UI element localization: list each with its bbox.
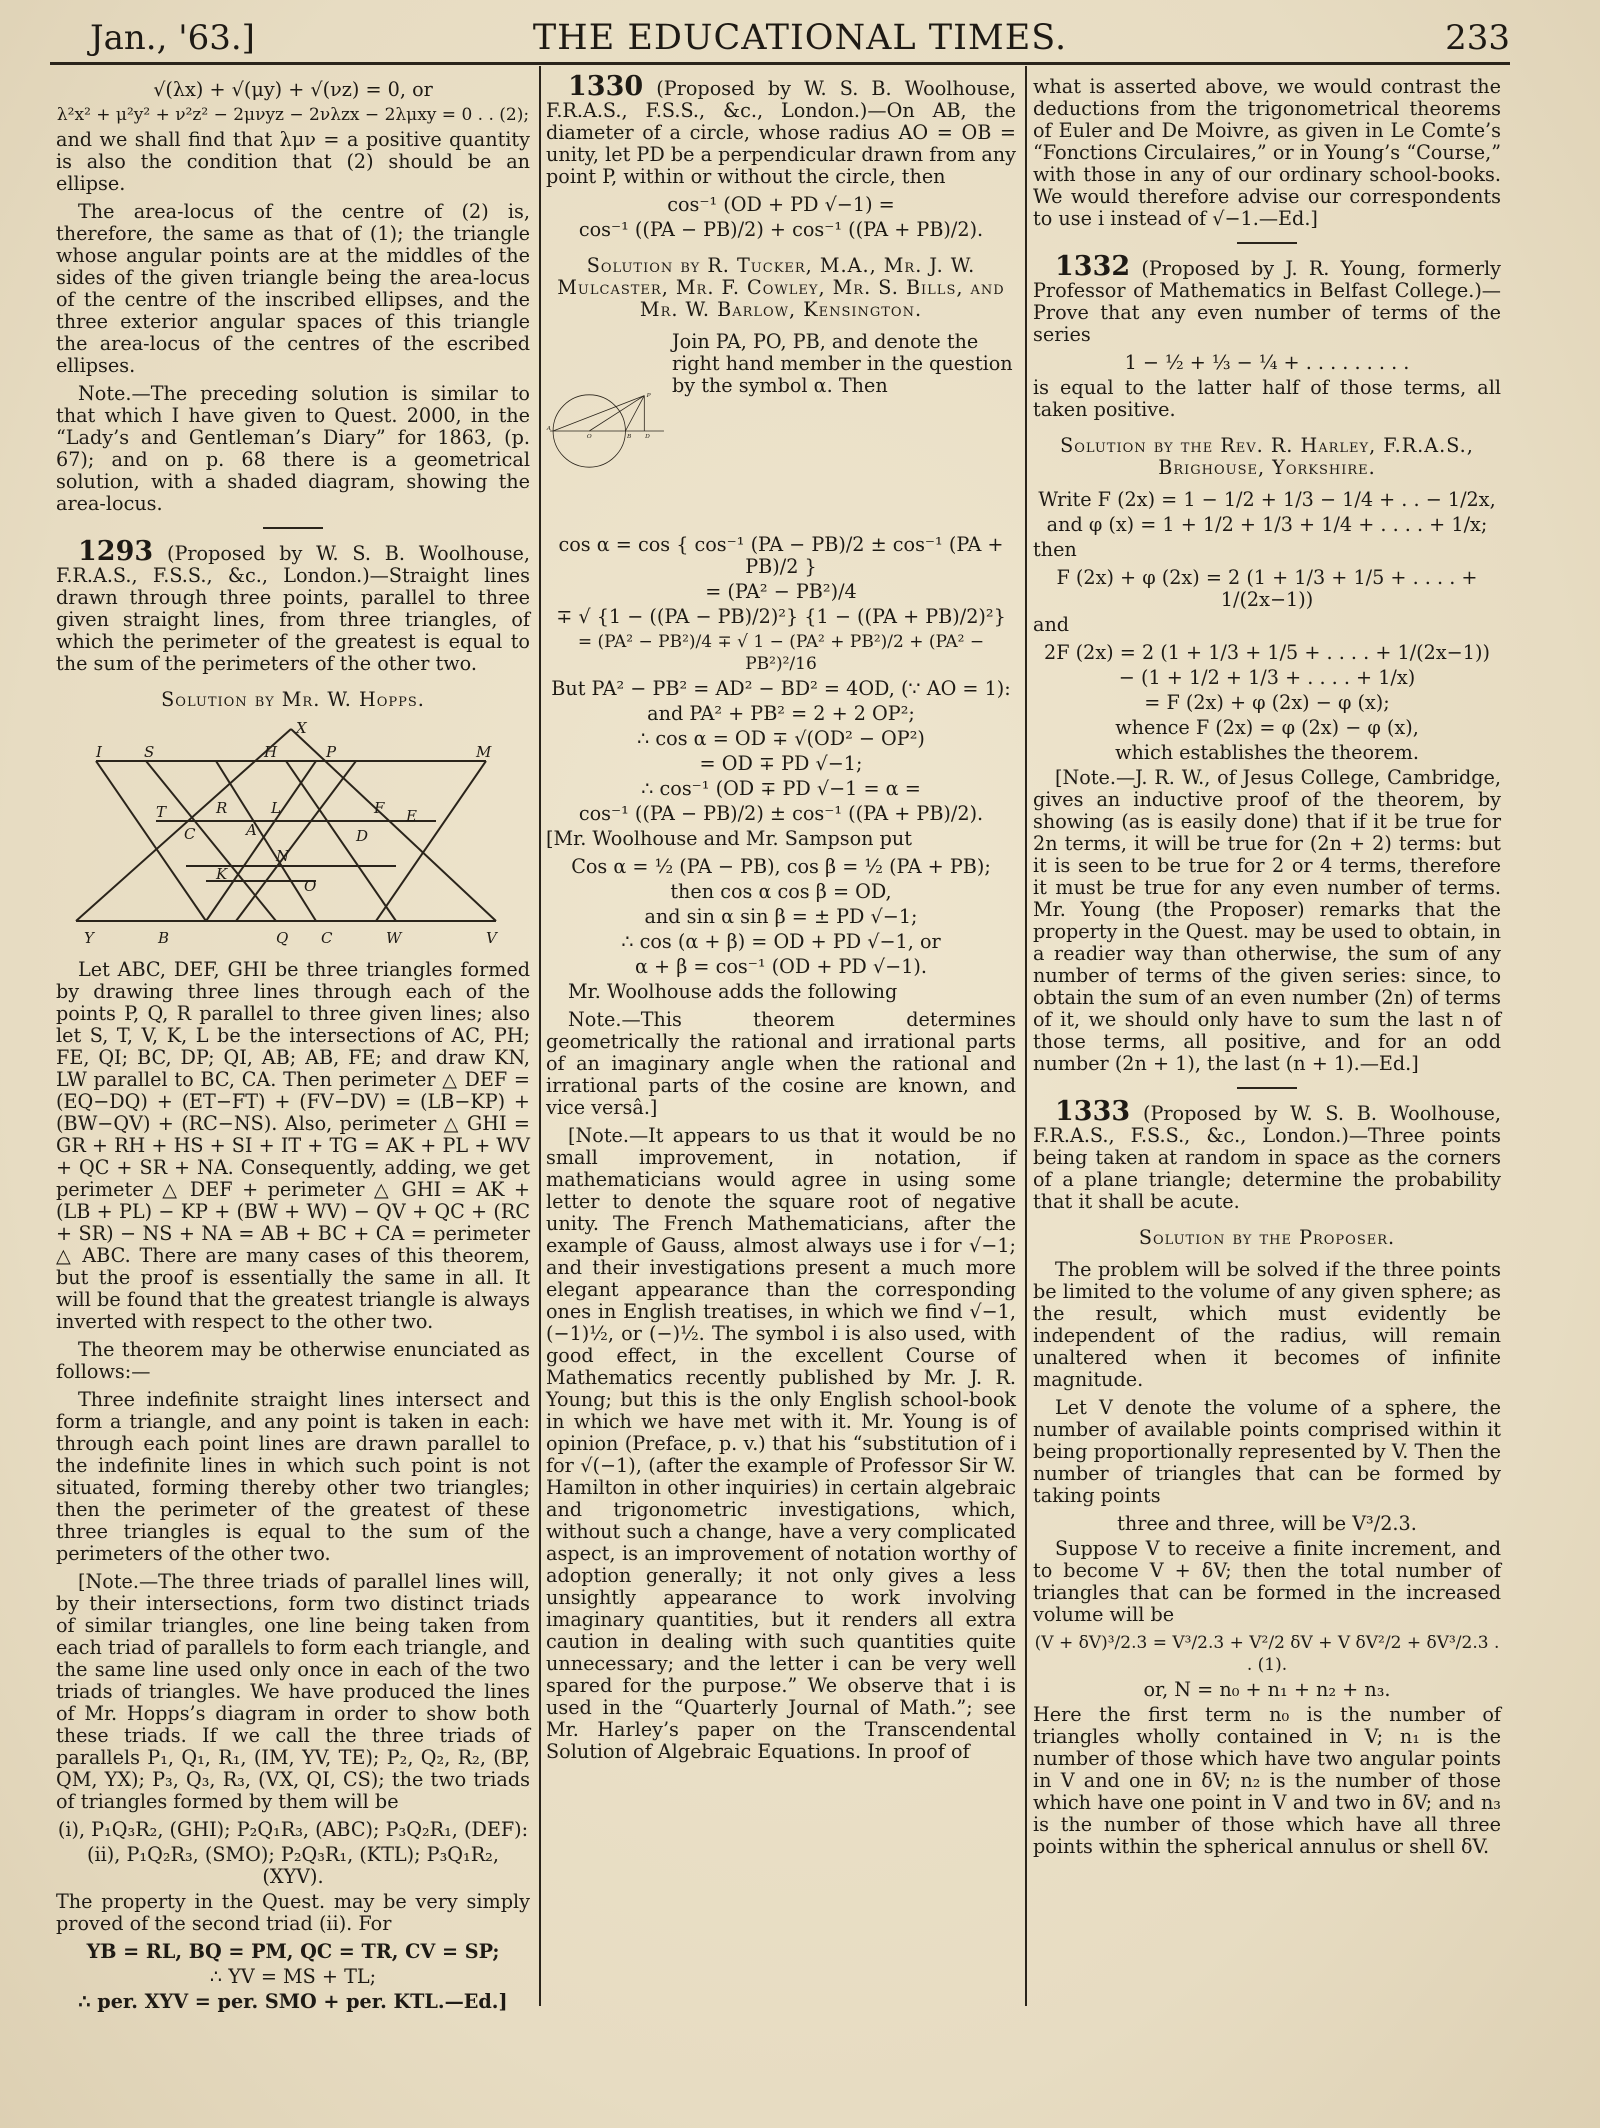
paragraph: Three indefinite straight lines intersect and form a triangle, and any point is taken in each: through each point lines are drawn parallel to the indefinite lines in which such point is not situated, forming thereby other two triangles; then the perimeter of the greatest of these three triangles is equal to the sum of the perimeters of the other two.: [56, 1388, 530, 1565]
question-number: 1330: [568, 71, 644, 102]
equation: ∴ per. XYV = per. SMO + per. KTL.—Ed.]: [78, 1990, 508, 2013]
equation: YB = RL, BQ = PM, QC = TR, CV = SP;: [86, 1940, 500, 1963]
fig-label: Q: [276, 929, 289, 947]
equation: But PA² − PB² = AD² − BD² = 4OD, (∵ AO = 1):: [551, 677, 1011, 700]
paragraph: what is asserted above, we would contrast the deductions from the trigonometrical theorems of Euler and De Moivre, as given in Le Comte’s “Fonctions Circulaires,” or in Young’s “Course,” with those in any of our ordinary school-books. We would therefore advise our correspondents to use i instead of √−1.—Ed.]: [1033, 75, 1501, 230]
equation: = (PA² − PB²)/4 ∓ √ 1 − (PA² + PB²)/2 + (PA² − PB²)²/16: [577, 632, 985, 674]
column-2: [546, 71, 1016, 1769]
equation: and PA² + PB² = 2 + 2 OP²;: [647, 702, 915, 725]
fig-label: A: [546, 426, 552, 433]
equation: 2F (2x) = 2 (1 + 1/3 + 1/5 + . . . . + 1/(2x−1)): [1044, 641, 1490, 664]
question-number: 1332: [1055, 251, 1131, 282]
header-title: THE EDUCATIONAL TIMES.: [532, 18, 1068, 58]
paragraph: [Note.—It appears to us that it would be no small improvement, in notation, if mathematicians would agree in using some letter to denote the square root of negative unity. The French Mathematicians, after the example of Gauss, almost always use i for √−1; and their investigations present a much more elegant appearance than the corresponding ones in English treatises, in which we find √−1, (−1)½, or (−)½. The symbol i is also used, with good effect, in the excellent Course of Mathematics recently published by Mr. J. R. Young; but this is the only English school-book in which we have met with it. Mr. Young is of opinion (Preface, p. v.) that his “substitution of i for √(−1), (after the example of Professor Sir W. Hamilton in other inquiries) in certain algebraic and trigonometric investigations, which, without such a change, have a very complicated aspect, is an improvement of notation worthy of adoption generally; it not only gives a less unsightly appearance to work involving imaginary quantities, but it renders all extra caution in dealing with such quantities quite unnecessary; and the letter i can be very well spared for the purpose.” We observe that i is used in the “Quarterly Journal of Math.”; see Mr. Harley’s paper on the Transcendental Solution of Algebraic Equations. In proof of: [546, 1124, 1016, 1763]
equation: cos⁻¹ (OD + PD √−1) =: [667, 193, 895, 216]
equation: cos α = cos { cos⁻¹ (PA − PB)/2 ± cos⁻¹ (PA + PB)/2 }: [558, 533, 1004, 578]
fig-label: B: [158, 929, 170, 947]
paragraph: The problem will be solved if the three points be limited to the volume of any given sphere; as the result, which must evidently be independent of the radius, will remain unaltered when it becomes of infinite magnitude.: [1033, 1258, 1501, 1391]
equation: = (PA² − PB²)/4: [705, 580, 857, 603]
equation: (i), P₁Q₃R₂, (GHI); P₂Q₁R₃, (ABC); P₃Q₂R₁, (DEF):: [57, 1818, 529, 1841]
page-header: [90, 18, 1510, 68]
equation: which establishes the theorem.: [1115, 741, 1419, 764]
equation: Write F (2x) = 1 − 1/2 + 1/3 − 1/4 + . . − 1/2x,: [1038, 488, 1496, 511]
equation: √(λx) + √(μy) + √(νz) = 0, or: [153, 78, 433, 101]
paragraph: Note.—The preceding solution is similar to that which I have given to Quest. 2000, in the “Lady’s and Gentleman’s Diary” for 1863, (p. 67); and on p. 68 there is a geometrical solution, with a shaded diagram, showing the area-locus.: [56, 382, 530, 515]
equation: (ii), P₁Q₂R₃, (SMO); P₂Q₃R₁, (KTL); P₃Q₁R₂, (XYV).: [87, 1843, 499, 1888]
fig-label: V: [486, 929, 497, 947]
fig-label: K: [216, 865, 228, 883]
fig-label: N: [276, 847, 290, 865]
column-1: [56, 76, 530, 2016]
solution-heading: Solution by the Proposer.: [1138, 1226, 1396, 1249]
separator: [1237, 1087, 1297, 1089]
equation: and sin α sin β = ± PD √−1;: [644, 905, 918, 928]
paragraph: Here the first term n₀ is the number of triangles wholly contained in V; n₁ is the number of those which have two angular points in V and one in δV; n₂ is the number of those which have one point in V and two in δV; and n₃ is the number of those which have all three points within the spherical annulus or shell δV.: [1033, 1703, 1501, 1858]
header-date: Jan., '63.]: [90, 18, 255, 58]
equation: or, N = n₀ + n₁ + n₂ + n₃.: [1143, 1678, 1391, 1701]
circle-figure-block: [546, 331, 1016, 531]
column-3: [1033, 76, 1501, 1864]
equation: (V + δV)³/2.3 = V³/2.3 + V²/2 δV + V δV²/2 + δV³/2.3 . . (1).: [1034, 1633, 1500, 1675]
fig-label: Y: [84, 929, 94, 947]
fig-label: O: [586, 434, 592, 441]
header-rule: [50, 62, 1510, 65]
question-text: (Proposed by W. S. B. Woolhouse, F.R.A.S., F.S.S., &c., London.)—Straight lines drawn through three points, parallel to three given straight lines, from three triangles, of which the perimeter of the greatest is equal to the sum of the perimeters of the other two.: [56, 542, 530, 675]
fig-label: W: [386, 929, 402, 947]
paragraph: The theorem may be otherwise enunciated as follows:—: [56, 1338, 530, 1383]
fig-label: O: [304, 877, 317, 895]
fig-label: X: [296, 721, 307, 737]
equation: α + β = cos⁻¹ (OD + PD √−1).: [634, 955, 928, 978]
fig-label: P: [646, 393, 651, 400]
paragraph: The property in the Quest. may be very simply proved of the second triad (ii). For: [56, 1890, 530, 1935]
equation: F (2x) + φ (2x) = 2 (1 + 1/3 + 1/5 + . . . . + 1/(2x−1)): [1056, 566, 1478, 611]
equation: 1 − ½ + ⅓ − ¼ + . . . . . . . . .: [1124, 351, 1410, 374]
header-page-number: 233: [1445, 18, 1510, 58]
paragraph: Let V denote the volume of a sphere, the number of available points comprised within it being proportionally represented by V. Then the number of triangles that can be formed by taking points: [1033, 1396, 1501, 1507]
equation: λ²x² + μ²y² + ν²z² − 2μνyz − 2νλzx − 2λμxy = 0 . . (2);: [56, 105, 530, 125]
column-rule-2: [1025, 66, 1027, 2006]
fig-label: A: [246, 821, 257, 839]
paragraph: [Mr. Woolhouse and Mr. Sampson put: [546, 827, 912, 850]
solution-heading: Solution by Mr. W. Hopps.: [161, 688, 425, 711]
equation: Cos α = ½ (PA − PB), cos β = ½ (PA + PB);: [571, 855, 991, 878]
equation: cos⁻¹ ((PA − PB)/2) ± cos⁻¹ ((PA + PB)/2).: [578, 802, 984, 825]
paragraph: Note.—This theorem determines geometrically the rational and irrational parts of an imaginary angle when the rational and irrational parts of the cosine are known, and vice versâ.]: [546, 1008, 1016, 1119]
paragraph: Let ABC, DEF, GHI be three triangles formed by drawing three lines through each of the points P, Q, R parallel to three given lines; also let S, T, V, K, L be the intersections of AC, PH; FE, QI; BC, DP; QI, AB; AB, FE; and draw KN, LW parallel to BC, CA. Then perimeter △ DEF = (EQ−DQ) + (ET−FT) + (FV−DV) = (LB−KP) + (BW−QV) + (RC−NS). Also, perimeter △ GHI = GR + RH + HS + SI + IT + TG = AK + PL + WV + QC + SR + NA. Consequently, adding, we get perimeter △ DEF + perimeter △ GHI = AK + (LB + PL) − KP + (BW + WV) − QV + QC + (RC + SR) − NS + NA = AB + BC + CA = perimeter △ ABC. There are many cases of this theorem, but the proof is essentially the same in all. It will be found that the greatest triangle is always inverted with respect to the other two.: [56, 958, 530, 1333]
equation: three and three, will be V³/2.3.: [1117, 1512, 1417, 1535]
fig-label: S: [144, 743, 155, 761]
equation: ∴ YV = MS + TL;: [209, 1965, 377, 1988]
fig-label: I: [96, 743, 102, 761]
fig-label: C: [184, 825, 196, 843]
circle-diagram: [546, 331, 664, 531]
fig-label: B: [627, 434, 632, 441]
separator: [263, 527, 323, 529]
paragraph: and: [1033, 613, 1070, 636]
paragraph: [Note.—The three triads of parallel lines will, by their intersections, form two distinct triads of similar triangles, one line being taken from each triad of parallels to form each triangle, and the same line used only once in each of the two triads of triangles. We have produced the lines of Mr. Hopps’s diagram in order to show both these triads. If we call the three triads of parallels P₁, Q₁, R₁, (IM, YV, TE); P₂, Q₂, R₂, (BP, QM, YX); P₃, Q₃, R₃, (VX, QI, CS); the two triads of triangles formed by them will be: [56, 1570, 530, 1813]
fig-label: D: [356, 827, 369, 845]
fig-label: R: [216, 799, 228, 817]
equation: whence F (2x) = φ (2x) − φ (x),: [1115, 716, 1419, 739]
equation: and φ (x) = 1 + 1/2 + 1/3 + 1/4 + . . . . + 1/x;: [1046, 513, 1488, 536]
paragraph: Suppose V to receive a finite increment, and to become V + δV; then the total number of triangles that can be formed in the increased volume will be: [1033, 1537, 1501, 1626]
solution-heading: Solution by the Rev. R. Harley, F.R.A.S., Brighouse, Yorkshire.: [1060, 434, 1474, 479]
equation: = OD ∓ PD √−1;: [699, 752, 863, 775]
column-rule-1: [539, 66, 541, 2006]
fig-label: D: [645, 434, 650, 441]
paragraph: The area-locus of the centre of (2) is, therefore, the same as that of (1); the triangle whose angular points are at the middles of the sides of the given triangle being the area-locus of the centre of the inscribed ellipses, and the three exterior angular spaces of this triangle the area-locus of the centres of the escribed ellipses.: [56, 200, 530, 377]
equation: = F (2x) + φ (2x) − φ (x);: [1144, 691, 1390, 714]
equation: cos⁻¹ ((PA − PB)/2) + cos⁻¹ ((PA + PB)/2).: [578, 218, 984, 241]
equation: ∓ √ {1 − ((PA − PB)/2)²} {1 − ((PA + PB)/2)²}: [556, 605, 1006, 628]
fig-label: L: [271, 799, 281, 817]
paragraph: Mr. Woolhouse adds the following: [568, 980, 898, 1003]
question-number: 1293: [78, 536, 154, 567]
hopps-diagram: [56, 721, 530, 951]
solution-heading: Solution by R. Tucker, M.A., Mr. J. W. Mulcaster, Mr. F. Cowley, Mr. S. Bills, and Mr. W. Barlow, Kensington.: [557, 254, 1005, 321]
equation: ∴ cos⁻¹ (OD ∓ PD √−1 = α =: [641, 777, 921, 800]
question-text: (Proposed by W. S. B. Woolhouse, F.R.A.S., F.S.S., &c., London.)—On AB, the diameter of a circle, whose radius AO = OB = unity, let PD be a perpendicular drawn from any point P, within or without the circle, then: [546, 77, 1016, 188]
paragraph: and we shall find that λμν = a positive quantity is also the condition that (2) should be an ellipse.: [56, 128, 530, 195]
figure-text: Join PA, PO, PB, and denote the right hand member in the question by the symbol α. Then: [671, 330, 1013, 397]
fig-label: M: [476, 743, 492, 761]
question-text: (Proposed by W. S. B. Woolhouse, F.R.A.S., F.S.S., &c., London.)—Three points being taken at random in space as the corners of a plane triangle; determine the probability that it shall be acute.: [1033, 1102, 1501, 1213]
equation: − (1 + 1/2 + 1/3 + . . . . + 1/x): [1118, 666, 1416, 689]
equation: ∴ cos α = OD ∓ √(OD² − OP²): [637, 727, 925, 750]
paragraph: then: [1033, 538, 1077, 561]
separator: [1237, 242, 1297, 244]
equation: then cos α cos β = OD,: [670, 880, 892, 903]
question-text: (Proposed by J. R. Young, formerly Professor of Mathematics in Belfast College.)—Prove that any even number of terms of the series: [1033, 257, 1501, 346]
fig-label: T: [156, 803, 167, 821]
fig-label: H: [264, 743, 278, 761]
paragraph: is equal to the latter half of those terms, all taken positive.: [1033, 376, 1501, 421]
equation: ∴ cos (α + β) = OD + PD √−1, or: [621, 930, 941, 953]
fig-label: C: [321, 929, 333, 947]
fig-label: E: [406, 807, 417, 825]
fig-label: P: [326, 743, 337, 761]
paragraph: [Note.—J. R. W., of Jesus College, Cambridge, gives an inductive proof of the theorem, by showing (as is easily done) that if it be true for 2n terms, it will be true for (2n + 2) terms: but it is seen to be true for 2 or 4 terms, therefore it must be true for any even number of terms. Mr. Young (the Proposer) remarks that the property in the Quest. may be used to obtain, in a readier way than otherwise, the sum of any number of terms of the given series: since, to obtain the sum of an even number (2n) of terms of it, we should only have to sum the last n of those terms, all positive, and for an odd number (2n + 1), the last (n + 1).—Ed.]: [1033, 766, 1501, 1075]
question-number: 1333: [1055, 1096, 1131, 1127]
fig-label: F: [374, 799, 385, 817]
